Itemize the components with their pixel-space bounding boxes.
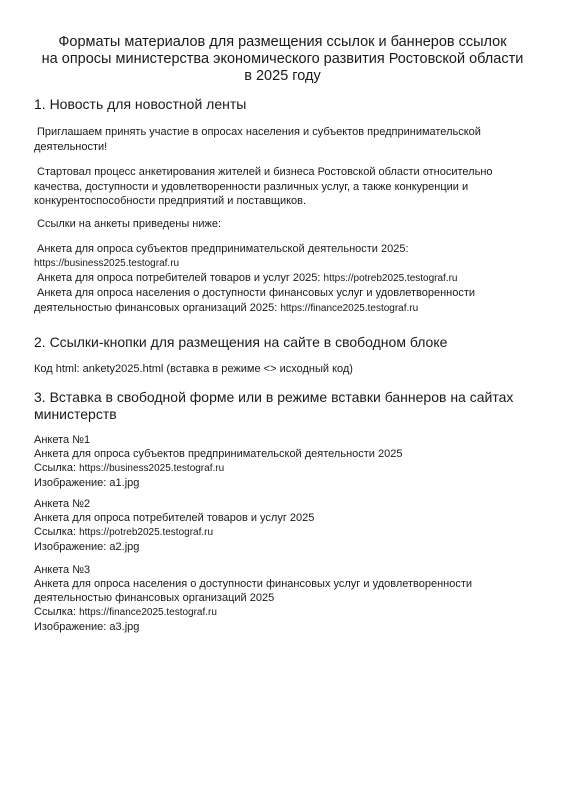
anketa-number: Анкета №2 [34,498,91,510]
anketa-block-1: Анкета №1 Анкета для опроса субъектов предпринимательской деятельности 2025 Ссылка: https://business2025.testograf.ru Изображение: a1.jpg [34,433,535,490]
news-links: Анкета для опроса субъектов предпринимательской деятельности 2025: https://business2025.testograf.ru Анкета для опроса потребителей товаров и услуг 2025: https://potreb2025.testograf.ru Анкета для опроса населения о доступности финансовых услуг и удовлетворенности деятельностью финансовых организаций 2025: https://finance2025.testograf.ru [34,242,535,316]
document-title [34,34,531,85]
anketa-title: Анкета для опроса населения о доступности финансовых услуг и удовлетворенности [34,578,473,590]
anketa-title-cont: деятельностью финансовых организаций 2025 [34,592,275,604]
title-line-2: на опросы министерства экономического развития Ростовской области [41,51,524,67]
anketa-image: a1.jpg [109,477,140,489]
anketa-block-2: Анкета №2 Анкета для опроса потребителей товаров и услуг 2025 Ссылка: https://potreb2025.testograf.ru Изображение: a2.jpg [34,497,535,554]
title-line-3: в 2025 году [244,68,321,84]
anketa-title: Анкета для опроса потребителей товаров и услуг 2025 [34,512,315,524]
anketa-block-3: Анкета №3 Анкета для опроса населения о доступности финансовых услуг и удовлетворенности деятельностью финансовых организаций 2025 Ссылка: https://finance2025.testograf.ru Изображение: a3.jpg [34,563,535,634]
section-2-heading: 2. Ссылки-кнопки для размещения на сайте в свободном блоке [34,334,448,350]
anketa-title: Анкета для опроса субъектов предпринимательской деятельности 2025 [34,448,403,460]
html-code-label: Код html: ankety2025.html (вставка в режиме <> исходный код) [34,363,353,375]
link-potreb[interactable]: https://potreb2025.testograf.ru [323,273,458,284]
link-business[interactable]: https://business2025.testograf.ru [34,258,180,269]
anketa-link[interactable]: https://potreb2025.testograf.ru [79,527,214,538]
section-1-heading: 1. Новость для новостной ленты [34,96,247,112]
anketa-number: Анкета №3 [34,564,91,576]
news-paragraph-3: Ссылки на анкеты приведены ниже: [37,218,222,230]
anketa-number: Анкета №1 [34,434,91,446]
anketa-link[interactable]: https://finance2025.testograf.ru [79,607,217,618]
anketa-image: a2.jpg [109,541,140,553]
news-paragraph-2: Стартовал процесс анкетирования жителей и бизнеса Ростовской области относительно качества, доступности и удовлетворенности различных услуг, а также конкуренции и конкурентоспособности предприятий и поставщиков. [34,166,493,207]
section-3-heading: 3. Вставка в свободной форме или в режиме вставки баннеров на сайтах министерств [34,389,514,422]
title-line-1: Форматы материалов для размещения ссылок и баннеров ссылок [58,34,507,50]
link-finance[interactable]: https://finance2025.testograf.ru [280,303,419,314]
anketa-link[interactable]: https://business2025.testograf.ru [79,463,225,474]
news-paragraph-1: Приглашаем принять участие в опросах населения и субъектов предпринимательской деятельности! [34,126,481,153]
anketa-image: a3.jpg [109,621,140,633]
